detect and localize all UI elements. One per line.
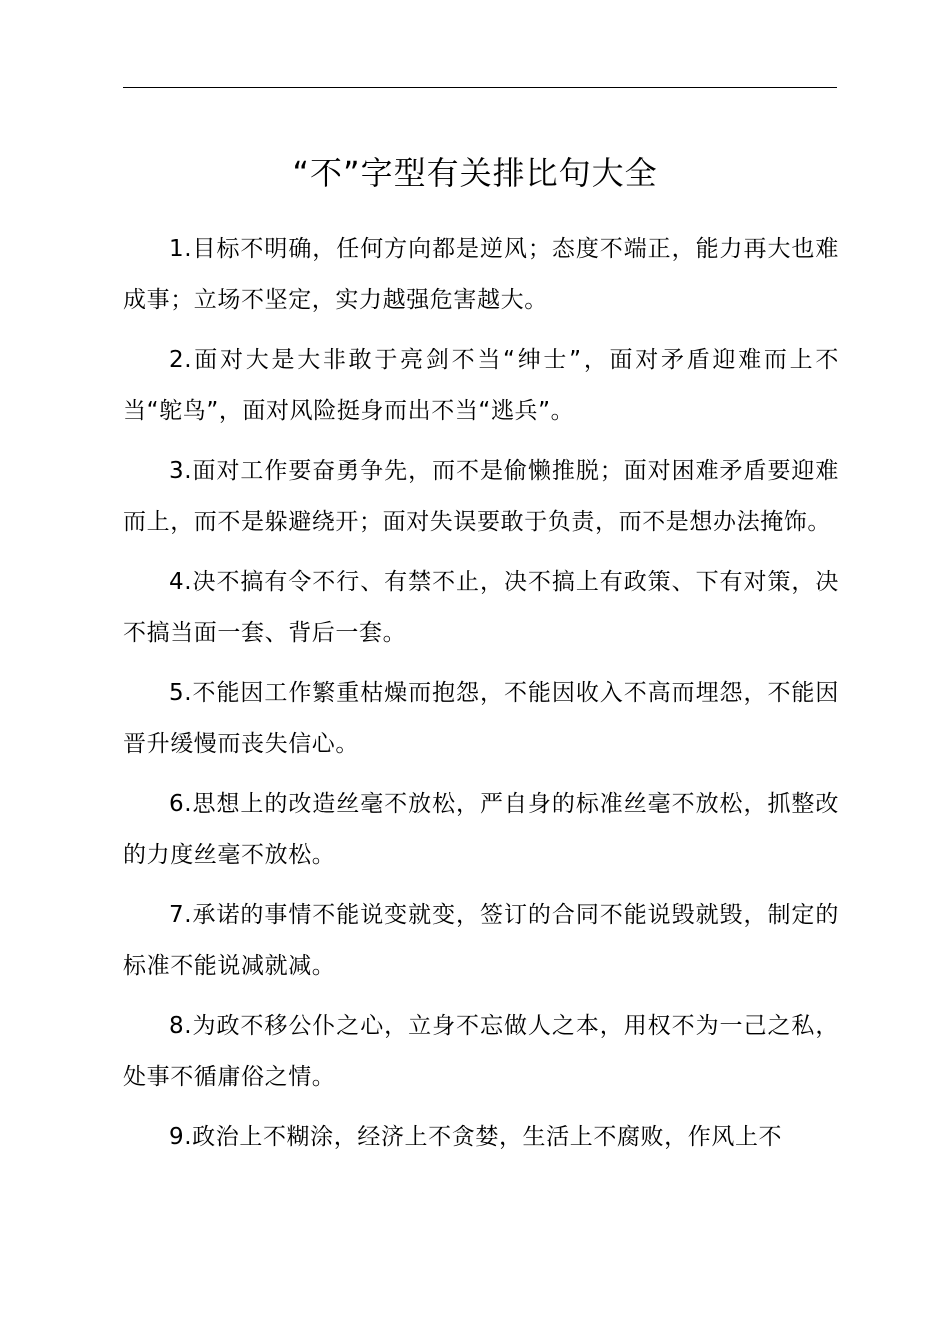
paragraph-6: 6.思想上的改造丝毫不放松，严自身的标准丝毫不放松，抓整改的力度丝毫不放松。 [123,791,839,868]
paragraph-1: 1.目标不明确，任何方向都是逆风；态度不端正，能力再大也难成事；立场不坚定，实力越强危害越大。 [123,236,839,313]
paragraph-3: 3.面对工作要奋勇争先，而不是偷懒推脱；面对困难矛盾要迎难而上，而不是躲避绕开；面对失误要敢于负责，而不是想办法掩饰。 [123,458,839,535]
paragraph-7: 7.承诺的事情不能说变就变，签订的合同不能说毁就毁，制定的标准不能说减就减。 [123,902,839,979]
paragraph-4: 4.决不搞有令不行、有禁不止，决不搞上有政策、下有对策，决不搞当面一套、背后一套。 [123,569,839,646]
paragraph-5: 5.不能因工作繁重枯燥而抱怨，不能因收入不高而埋怨，不能因晋升缓慢而丧失信心。 [123,680,839,757]
paragraph-2: 2.面对大是大非敢于亮剑不当“绅士”，面对矛盾迎难而上不当“鸵鸟”，面对风险挺身而出不当“逃兵”。 [123,347,839,424]
paragraph-9: 9.政治上不糊涂，经济上不贪婪，生活上不腐败，作风上不 [169,1124,783,1150]
document-body [123,224,839,1173]
document-title: “不”字型有关排比句大全 [292,154,658,192]
header-rule [123,87,837,88]
paragraph-8: 8.为政不移公仆之心，立身不忘做人之本，用权不为一己之私，处事不循庸俗之情。 [123,1013,839,1090]
